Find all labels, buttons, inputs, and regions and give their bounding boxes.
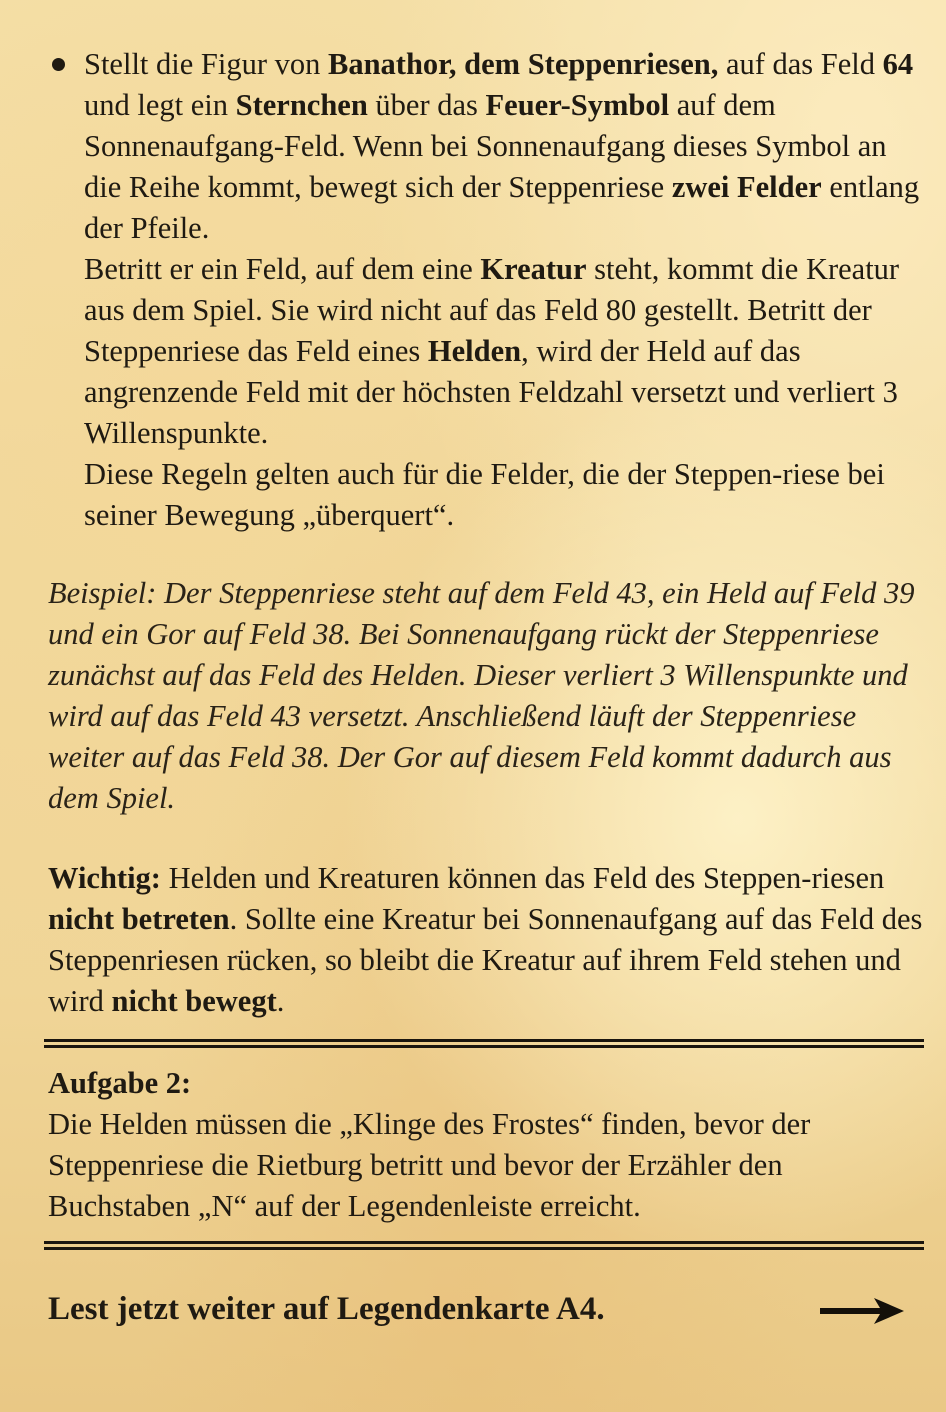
- task-section: [48, 1063, 928, 1227]
- bold-text-run: Helden: [427, 334, 522, 368]
- bullet-icon: [52, 58, 65, 71]
- text-run: und legt ein: [84, 88, 236, 122]
- rule-paragraph-creatures: [84, 249, 924, 454]
- text-run: , wird der Held auf das angrenzende Feld mit der höchsten Feldzahl versetzt und verliert 3 Willenspunkte.: [84, 334, 898, 450]
- bold-text-run: Kreatur: [480, 252, 587, 286]
- double-divider: [44, 1241, 924, 1250]
- task-title: Aufgabe 2:: [48, 1066, 192, 1100]
- text-run: Betritt er ein Feld, auf dem eine: [84, 252, 481, 286]
- bold-text-run: zwei Felder: [671, 170, 822, 204]
- bold-text-run: nicht betreten: [48, 902, 230, 936]
- text-run: steht, kommt die Kreatur aus dem Spiel. Sie wird nicht auf das Feld 80 gestellt. Betritt der Steppenriese das Feld eines: [84, 252, 900, 368]
- text-run: Diese Regeln gelten auch für die Felder, die der Steppen-riese bei seiner Bewegung „überquert“.: [84, 457, 885, 532]
- rule-paragraph-crossing: [84, 454, 924, 536]
- example-paragraph: Beispiel: Der Steppenriese steht auf dem Feld 43, ein Held auf Feld 39 und ein Gor auf Feld 38. Bei Sonnenaufgang rückt der Steppenriese zunächst auf das Feld des Helden. Dieser verliert 3 Willenspunkte und wird auf das Feld 43 versetzt. Anschließend läuft der Steppenriese weiter auf das Feld 38. Der Gor auf diesem Feld kommt dadurch aus dem Spiel.: [48, 576, 915, 815]
- text-run: auf das Feld: [718, 47, 883, 81]
- bold-text-run: Banathor, dem Steppenriesen,: [328, 47, 719, 81]
- continue-instruction: Lest jetzt weiter auf Legendenkarte A4.: [48, 1291, 605, 1327]
- double-divider: [44, 1039, 924, 1048]
- bold-text-run: 64: [882, 47, 914, 81]
- bold-text-run: Wichtig:: [48, 861, 161, 895]
- right-arrow-icon: [818, 1294, 906, 1328]
- bold-text-run: Sternchen: [235, 88, 368, 122]
- bold-text-run: Feuer-Symbol: [485, 88, 670, 122]
- rule-paragraph-setup: [84, 44, 924, 249]
- text-run: .: [276, 984, 285, 1018]
- task-text: Die Helden müssen die „Klinge des Frostes“ finden, bevor der Steppenriese die Rietburg betritt und bevor der Erzähler den Buchstaben „N“ auf der Legendenleiste erreicht.: [48, 1107, 811, 1223]
- text-run: Stellt die Figur von: [84, 47, 328, 81]
- text-run: entlang der Pfeile.: [84, 170, 920, 245]
- text-run: Helden und Kreaturen können das Feld des Steppen-riesen: [160, 861, 885, 895]
- text-run: über das: [367, 88, 486, 122]
- text-run: auf dem Sonnenaufgang-Feld. Wenn bei Sonnenaufgang dieses Symbol an die Reihe kommt, bewegt sich der Steppenriese: [84, 88, 887, 204]
- bold-text-run: nicht bewegt: [111, 984, 277, 1018]
- rules-bullet: [84, 44, 924, 536]
- important-paragraph: [48, 858, 928, 1022]
- text-run: . Sollte eine Kreatur bei Sonnenaufgang auf das Feld des Steppenriesen rücken, so bleibt die Kreatur auf ihrem Feld stehen und wird: [48, 902, 923, 1018]
